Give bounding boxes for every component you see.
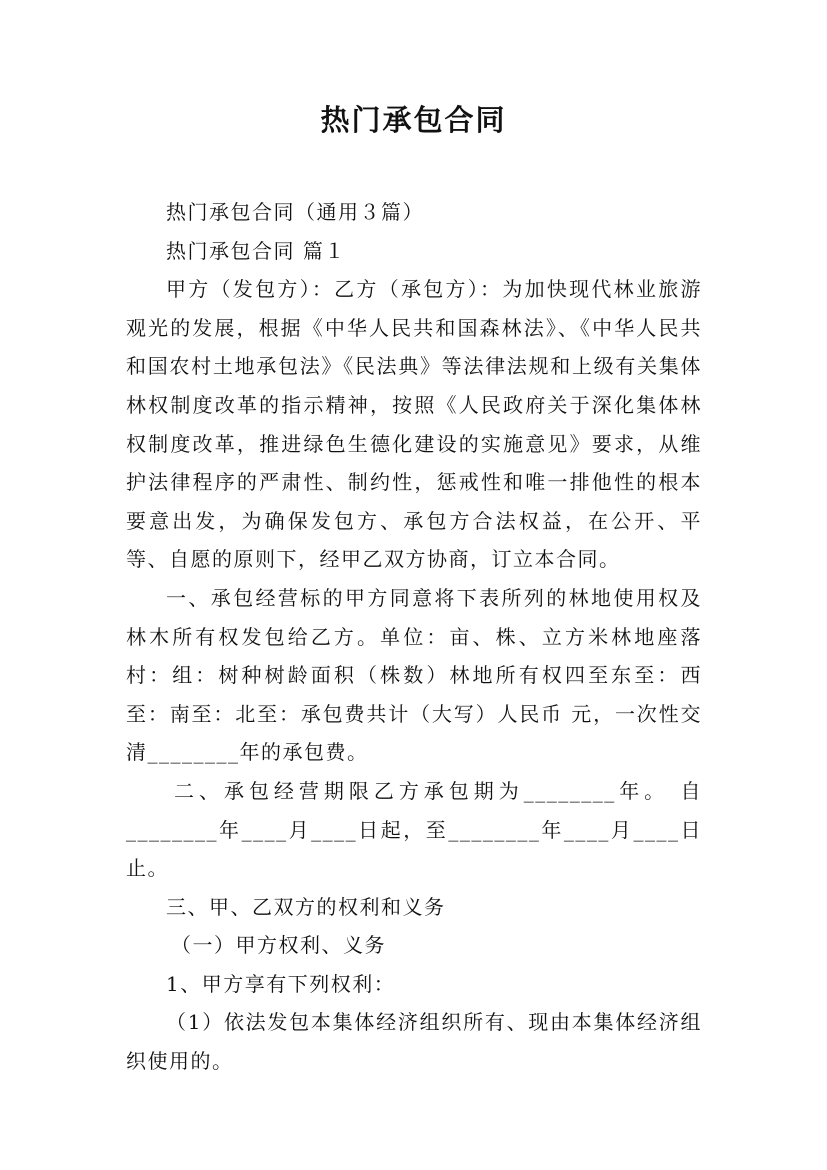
document-body (126, 193, 702, 1081)
doc-subtitle: 热门承包合同（通用３篇） (166, 200, 424, 224)
paragraph-clause-2: 二、承包经营期限乙方承包期为________年。 自________年____月____日起，至________年____月____日止。 (126, 778, 702, 881)
paragraph-clause-3: 三、甲、乙双方的权利和义务 (166, 894, 446, 919)
paragraph-subclause: （一）甲方权利、义务 (171, 933, 386, 958)
paragraph-preamble: 甲方（发包方）：乙方（承包方）：为加快现代林业旅游观光的发展，根据《中华人民共和国森林法》、《中华人民共和国农村土地承包法》《民法典》等法律法规和上级有关集体林权制度改革的指示精神，按照《人民政府关于深化集体林权制度改革，推进绿色生德化建设的实施意见》要求，从维护法律程序的严肃性、制约性，惩戒性和唯一排他性的根本要意出发，为确保发包方、承包方合法权益，在公开、平等、自愿的原则下，经甲乙双方协商，订立本合同。 (126, 277, 702, 572)
paragraph-clause-1: 一、承包经营标的甲方同意将下表所列的林地使用权及林木所有权发包给乙方。单位：亩、株、立方米林地座落村：组：树种树龄面积（株数）林地所有权四至东至：西至：南至：北至：承包费共计（大写）人民币 元，一次性交清________年的承包费。 (126, 585, 702, 765)
section-heading: 热门承包合同 篇１ (166, 238, 346, 263)
paragraph-item-1-1: （1）依法发包本集体经济组织所有、现由本集体经济组织使用的。 (126, 1010, 702, 1074)
document-title: 热门承包合同 (320, 103, 507, 137)
paragraph-item-1: 1、甲方享有下列权利： (166, 971, 396, 996)
